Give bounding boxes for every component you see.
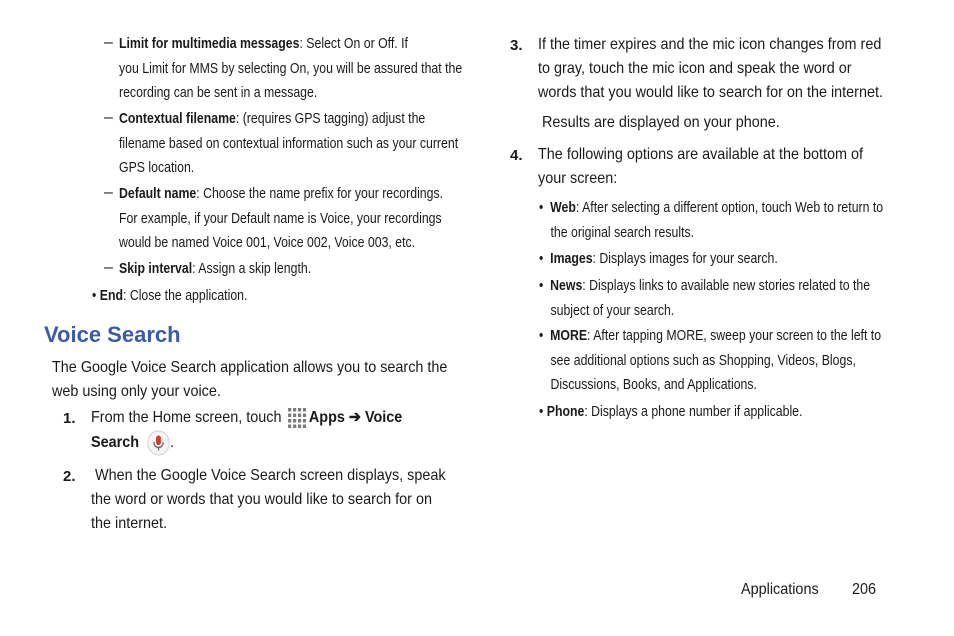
text-line: : Select On or Off. If xyxy=(299,35,408,52)
text-line: the internet. xyxy=(91,515,168,532)
text-line: words that you would like to search for on the internet. xyxy=(538,84,883,101)
option-phone xyxy=(539,400,802,425)
step-2 xyxy=(95,464,446,488)
text-line: : Displays images for your search. xyxy=(592,250,778,267)
term-images: Images xyxy=(550,250,593,267)
voice-label: Voice xyxy=(364,409,403,426)
text-line: : Assign a skip length. xyxy=(192,260,312,277)
text-line: The following options are available at the bottom of xyxy=(538,146,863,163)
step-1-text: From the Home screen, touch xyxy=(91,409,282,426)
dash-bullet: – xyxy=(104,109,113,126)
term-limit-mms: Limit for multimedia messages xyxy=(119,35,300,52)
end-item xyxy=(92,284,247,309)
page-number: 206 xyxy=(852,581,877,598)
dash-bullet: – xyxy=(104,259,113,276)
sub-item-limit-mms xyxy=(119,32,462,106)
term-phone: Phone xyxy=(546,403,585,420)
text-line: : Displays a phone number if applicable. xyxy=(584,403,803,420)
text-line: If the timer expires and the mic icon changes from red xyxy=(538,36,882,53)
text-line: filename based on contextual information such as your current xyxy=(119,134,459,152)
step-number-1: 1. xyxy=(63,410,76,427)
text-line: the word or words that you would like to search for on xyxy=(91,491,432,508)
apps-label: Apps xyxy=(308,409,345,426)
intro-paragraph xyxy=(52,356,447,404)
option-web xyxy=(539,196,883,245)
bullet: • xyxy=(539,327,544,344)
text-line: The Google Voice Search application allows you to search the xyxy=(52,359,448,376)
dash-bullet: – xyxy=(104,34,113,51)
text-line: you Limit for MMS by selecting On, you will be assured that the xyxy=(119,59,463,77)
bullet: • xyxy=(539,199,544,216)
text-line: : Close the application. xyxy=(122,287,248,304)
period: . xyxy=(170,434,175,452)
step-4 xyxy=(538,143,863,191)
dash-bullet: – xyxy=(104,184,113,201)
term-skip-interval: Skip interval xyxy=(119,260,193,277)
sub-item-skip-interval xyxy=(119,257,311,282)
step-3-result: Results are displayed on your phone. xyxy=(542,114,780,131)
term-news: News xyxy=(550,277,583,294)
text-line: : After tapping MORE, sweep your screen to the left to xyxy=(587,327,882,344)
term-default-name: Default name xyxy=(119,185,197,202)
step-number-2: 2. xyxy=(63,468,76,485)
term-more: MORE xyxy=(550,327,588,344)
mic-icon xyxy=(147,430,170,456)
step-1 xyxy=(91,406,437,456)
footer-section: Applications xyxy=(741,581,819,598)
text-line: web using only your voice. xyxy=(52,383,221,400)
search-label: Search xyxy=(91,434,140,452)
apps-grid-icon xyxy=(287,407,307,429)
text-line: your screen: xyxy=(538,170,618,187)
step-2-cont xyxy=(91,488,432,536)
section-heading-voice-search: Voice Search xyxy=(44,322,181,347)
text-line: would be named Voice 001, Voice 002, Voice 003, etc. xyxy=(119,234,416,251)
text-line: recording can be sent in a message. xyxy=(119,84,318,101)
step-3 xyxy=(538,33,883,105)
text-line: : After selecting a different option, touch Web to return to xyxy=(575,199,884,216)
text-line: : Choose the name prefix for your recordings. xyxy=(196,185,444,202)
option-news xyxy=(539,274,870,323)
sub-item-contextual-filename xyxy=(119,107,458,181)
text-line: GPS location. xyxy=(119,159,195,176)
bullet: • xyxy=(539,403,544,420)
text-line: see additional options such as Shopping, Videos, Blogs, xyxy=(550,351,856,369)
text-line: : Displays links to available new stories related to the xyxy=(582,277,871,294)
text-line: subject of your search. xyxy=(550,301,675,319)
text-line: When the Google Voice Search screen displays, speak xyxy=(95,467,446,484)
term-contextual-filename: Contextual filename xyxy=(119,110,236,127)
option-more xyxy=(539,324,881,398)
step-number-3: 3. xyxy=(510,37,523,54)
step-number-4: 4. xyxy=(510,147,523,164)
text-line: : (requires GPS tagging) adjust the xyxy=(235,110,426,127)
text-line: Discussions, Books, and Applications. xyxy=(550,376,757,393)
term-end: End xyxy=(99,287,123,304)
option-images xyxy=(539,247,778,272)
text-line: the original search results. xyxy=(550,223,695,241)
bullet: • xyxy=(539,250,544,267)
sub-item-default-name xyxy=(119,182,443,256)
text-line: For example, if your Default name is Voice, your recordings xyxy=(119,209,442,227)
term-web: Web xyxy=(550,199,576,216)
bullet: • xyxy=(92,287,97,304)
text-line: to gray, touch the mic icon and speak the word or xyxy=(538,60,852,77)
arrow: ➔ xyxy=(348,409,361,426)
bullet: • xyxy=(539,277,544,294)
